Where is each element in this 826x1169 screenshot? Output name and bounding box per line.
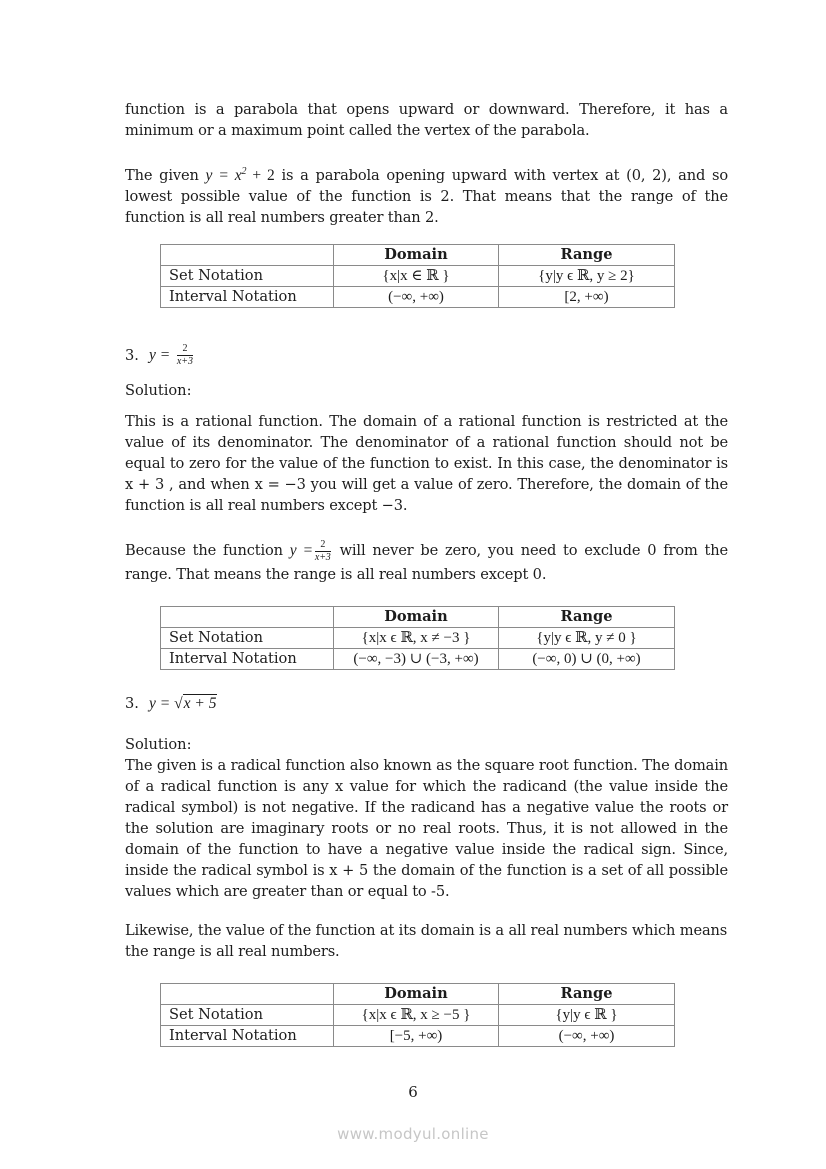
radical-range-explanation: Likewise, the value of the function at its domain is a all real numbers which means the range is all real numbers. — [125, 922, 728, 960]
rational-explanation: This is a rational function. The domain of a rational function is restricted at the value of its denominator. The denominator of a rational function should not be equal to zero for the value of the function to exist. In this case, the denominator is x + 3 , and when x = −3 you will get a value of zero. Therefore, the domain of the function is all real numbers except −3. — [125, 413, 728, 514]
range-cell: (−∞, +∞) — [499, 1026, 675, 1047]
range-cell: {y|y ϵ ℝ, y ≥ 2} — [499, 266, 675, 287]
square-root-expression: √x + 5 — [174, 695, 217, 712]
problem-heading-rational: 3. y = $\frac{2}{x+3}$ — [125, 343, 194, 367]
table-header-row — [161, 607, 675, 628]
row-label: Interval Notation — [161, 287, 334, 308]
header-empty — [161, 245, 334, 266]
fraction-2-over-x-plus-3: $\frac{2}{x+3}$ — [176, 343, 194, 367]
domain-range-table-rational — [160, 606, 675, 670]
domain-cell: (−∞, +∞) — [334, 287, 499, 308]
intro-paragraph: function is a parabola that opens upward or downward. Therefore, it has a minimum or a maximum point called the vertex of the parabola. — [125, 101, 728, 139]
table-row — [161, 1026, 675, 1047]
header-empty — [161, 984, 334, 1005]
row-label: Set Notation — [161, 266, 334, 287]
domain-range-table-parabola — [160, 244, 675, 308]
range-cell: (−∞, 0) ∪ (0, +∞) — [499, 649, 675, 670]
radical-explanation: The given is a radical function also known as the square root function. The domain of a radical function is any x value for which the radicand (the value inside the radical symbol) is not negative. If the radicand has a negative value the roots or the solution are imaginary roots or no real roots. Thus, it is not allowed in the domain of the function to have a negative value inside the radical sign. Since, inside the radical symbol is x + 5 the domain of the function is a set of all possible values which are greater than or equal to -5. — [125, 757, 728, 900]
rational-range-explanation: Because the function y = $\frac{2}{x+3}$ will never be zero, you need to exclude 0 from the range. That means the range is all real numbers except 0. — [125, 538, 728, 583]
range-cell: {y|y ϵ ℝ } — [499, 1005, 675, 1026]
parabola-explanation: The given $y = x^2 + 2$ is a parabola opening upward with vertex at (0, 2), and so lowest possible value of the function is 2. That means that the range of the function is all real numbers greater than 2. — [125, 166, 728, 226]
range-cell: {y|y ϵ ℝ, y ≠ 0 } — [499, 628, 675, 649]
header-domain: Domain — [334, 984, 499, 1005]
solution-label: Solution: — [125, 736, 192, 753]
radical-sign-icon: √ — [174, 695, 183, 712]
header-range: Range — [499, 607, 675, 628]
page-number: 6 — [408, 1083, 418, 1101]
header-domain: Domain — [334, 607, 499, 628]
table-header-row — [161, 245, 675, 266]
domain-cell: {x|x ϵ ℝ, x ≥ −5 } — [334, 1005, 499, 1026]
domain-cell: {x|x ϵ ℝ, x ≠ −3 } — [334, 628, 499, 649]
header-range: Range — [499, 984, 675, 1005]
row-label: Interval Notation — [161, 1026, 334, 1047]
table-row — [161, 266, 675, 287]
table-row — [161, 287, 675, 308]
header-empty — [161, 607, 334, 628]
header-domain: Domain — [334, 245, 499, 266]
problem-heading-radical: 3. y = √x + 5 — [125, 695, 217, 712]
table-row — [161, 1005, 675, 1026]
row-label: Set Notation — [161, 628, 334, 649]
range-cell: [2, +∞) — [499, 287, 675, 308]
table-header-row — [161, 984, 675, 1005]
domain-cell: [−5, +∞) — [334, 1026, 499, 1047]
header-range: Range — [499, 245, 675, 266]
fraction-2-over-x-plus-3: $\frac{2}{x+3}$ — [314, 538, 331, 563]
watermark: www.modyul.online — [337, 1125, 489, 1143]
equation-parabola: $y = x^2 + 2$ — [205, 166, 275, 184]
table-row — [161, 649, 675, 670]
row-label: Interval Notation — [161, 649, 334, 670]
domain-cell: (−∞, −3) ∪ (−3, +∞) — [334, 649, 499, 670]
solution-label: Solution: — [125, 382, 192, 399]
table-row — [161, 628, 675, 649]
domain-cell: {x|x ∈ ℝ } — [334, 266, 499, 287]
domain-range-table-radical — [160, 983, 675, 1047]
row-label: Set Notation — [161, 1005, 334, 1026]
